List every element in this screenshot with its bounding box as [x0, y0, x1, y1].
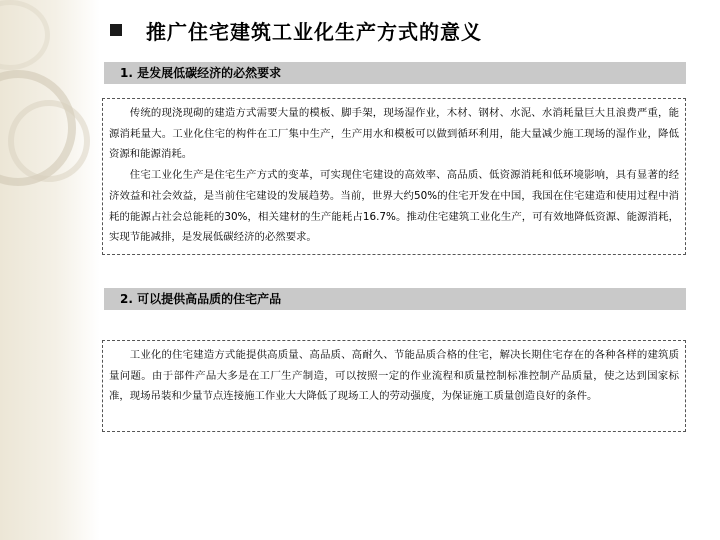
slide-title-row — [110, 14, 482, 46]
paragraph: 工业化的住宅建造方式能提供高质量、高品质、高耐久、节能品质合格的住宅，解决长期住宅存在的各种各样的建筑质量问题。由于部件产品大多是在工厂生产制造，可以按照一定的作业流程和质量控制标准控制产品质量，使之达到国家标准，现场吊装和少量节点连接施工作业大大降低了现场工人的劳动强度，为保证施工质量创造良好的条件。 — [109, 349, 679, 403]
paragraph: 住宅工业化生产是住宅生产方式的变革，可实现住宅建设的高效率、高品质、低资源消耗和低环境影响，具有显著的经济效益和社会效益，是当前住宅建设的发展趋势。当前，世界大约50%的住宅开发在中国，我国在住宅建造和使用过程中消耗的能源占社会总能耗的30%，相关建材的生产能耗占16.7%。推动住宅建筑工业化生产，可有效地降低资源、能源消耗，实现节能减排，是发展低碳经济的必然要求。 — [109, 169, 679, 244]
section-heading-low-carbon: 1. 是发展低碳经济的必然要求 — [104, 62, 686, 84]
decorative-ring-small — [8, 100, 90, 182]
square-bullet-icon — [110, 24, 122, 36]
paragraph: 传统的现浇现砌的建造方式需要大量的模板、脚手架，现场湿作业，木材、钢材、水泥、水消耗量巨大且浪费严重，能源消耗量大。工业化住宅的构件在工厂集中生产，生产用水和模板可以做到循环利用，能大量减少施工现场的湿作业，降低资源和能源消耗。 — [109, 107, 679, 161]
section-body-low-carbon — [102, 98, 686, 255]
slide-title: 推广住宅建筑工业化生产方式的意义 — [146, 19, 482, 44]
section-body-quality-housing — [102, 340, 686, 432]
section-heading-quality-housing: 2. 可以提供高品质的住宅产品 — [104, 288, 686, 310]
